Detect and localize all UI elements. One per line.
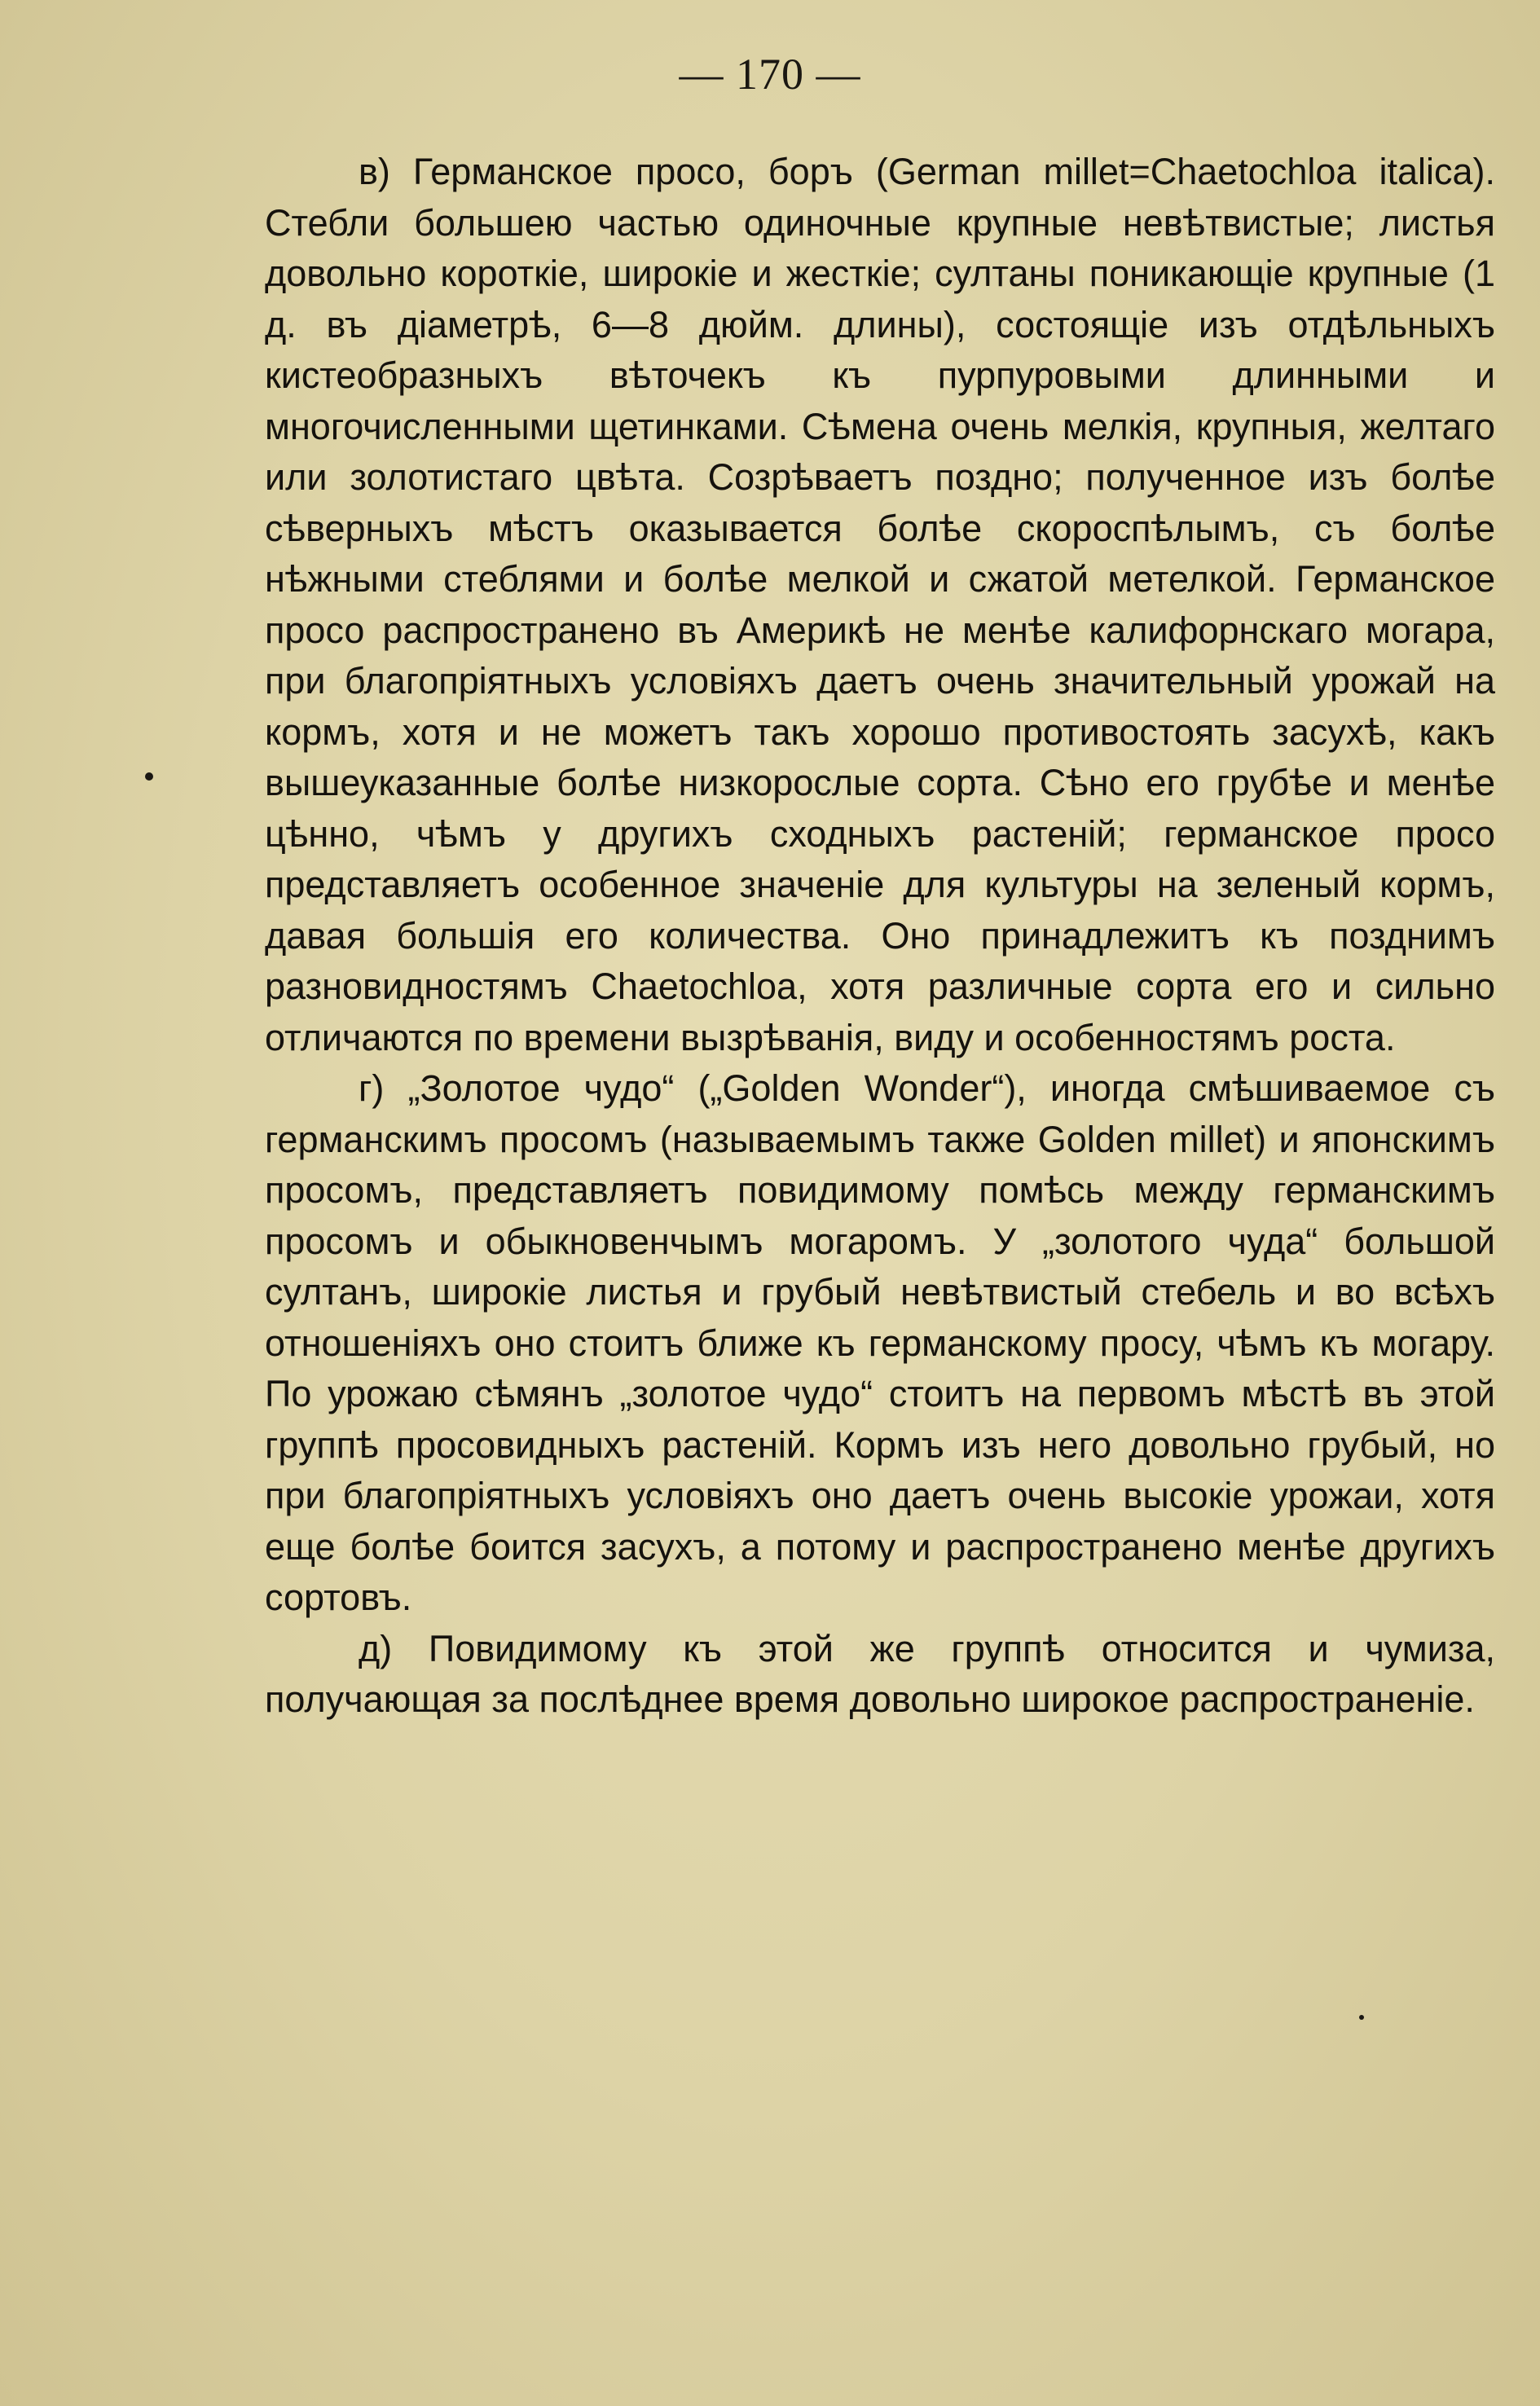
page-number: — 170 — [679,50,861,99]
paragraph-chumiza: д) Повидимому къ этой же группѣ относится и чумиза, получающая за послѣднее время довольно широкое распространеніе. [265,1627,1495,1720]
margin-ink-dot [145,772,153,781]
paragraph-golden-wonder: г) „Золотое чудо“ („Golden Wonder“), иногда смѣшиваемое съ германскимъ просомъ (называемымъ также Golden millet) и японскимъ просомъ, представляетъ повидимому помѣсь между германскимъ просомъ и обыкновенчымъ могаромъ. У „золотого чуда“ большой султанъ, широкіе листья и грубый невѣтвистый стебель и во всѣхъ отношеніяхъ оно стоитъ ближе къ германскому просу, чѣмъ къ могару. По урожаю сѣмянъ „золотое чудо“ стоитъ на первомъ мѣстѣ въ этой группѣ просовидныхъ растеній. Кормъ изъ него довольно грубый, но при благопріятныхъ условіяхъ оно даетъ очень высокіе урожаи, хотя еще болѣе боится засухъ, а потому и распространено менѣе другихъ сортовъ. [265,1067,1495,1618]
paragraph-german-millet: в) Германское просо, боръ (German millet=Chaetochloa italica). Стебли большею частью одиночные крупные невѣтвистые; листья довольно короткіе, широкіе и жесткіе; султаны поникающіе крупные (1 д. въ діаметрѣ, 6—8 дюйм. длины), состоящіе изъ отдѣльныхъ кистеобразныхъ вѣточекъ къ пурпуровыми длинными и многочисленными щетинками. Сѣмена очень мелкія, крупныя, желтаго или золотистаго цвѣта. Созрѣваетъ поздно; полученное изъ болѣе сѣверныхъ мѣстъ оказывается болѣе скороспѣлымъ, съ болѣе нѣжными стеблями и болѣе мелкой и сжатой метелкой. Германское просо распространено въ Америкѣ не менѣе калифорнскаго могара, при благопріятныхъ условіяхъ даетъ очень значительный урожай на кормъ, хотя и не можетъ такъ хорошо противостоять засухѣ, какъ вышеуказанные болѣе низкорослые сорта. Сѣно его грубѣе и менѣе цѣнно, чѣмъ у другихъ сходныхъ растеній; германское просо представляетъ особенное значеніе для культуры на зеленый кормъ, давая большія его количества. Оно принадлежитъ къ позднимъ разновидностямъ Chaetochloa, хотя различные сорта его и сильно отличаются по времени вызрѣванія, виду и особенностямъ роста. [265,151,1495,1058]
body-text [265,147,1495,1726]
ink-speck [1359,2015,1364,2020]
